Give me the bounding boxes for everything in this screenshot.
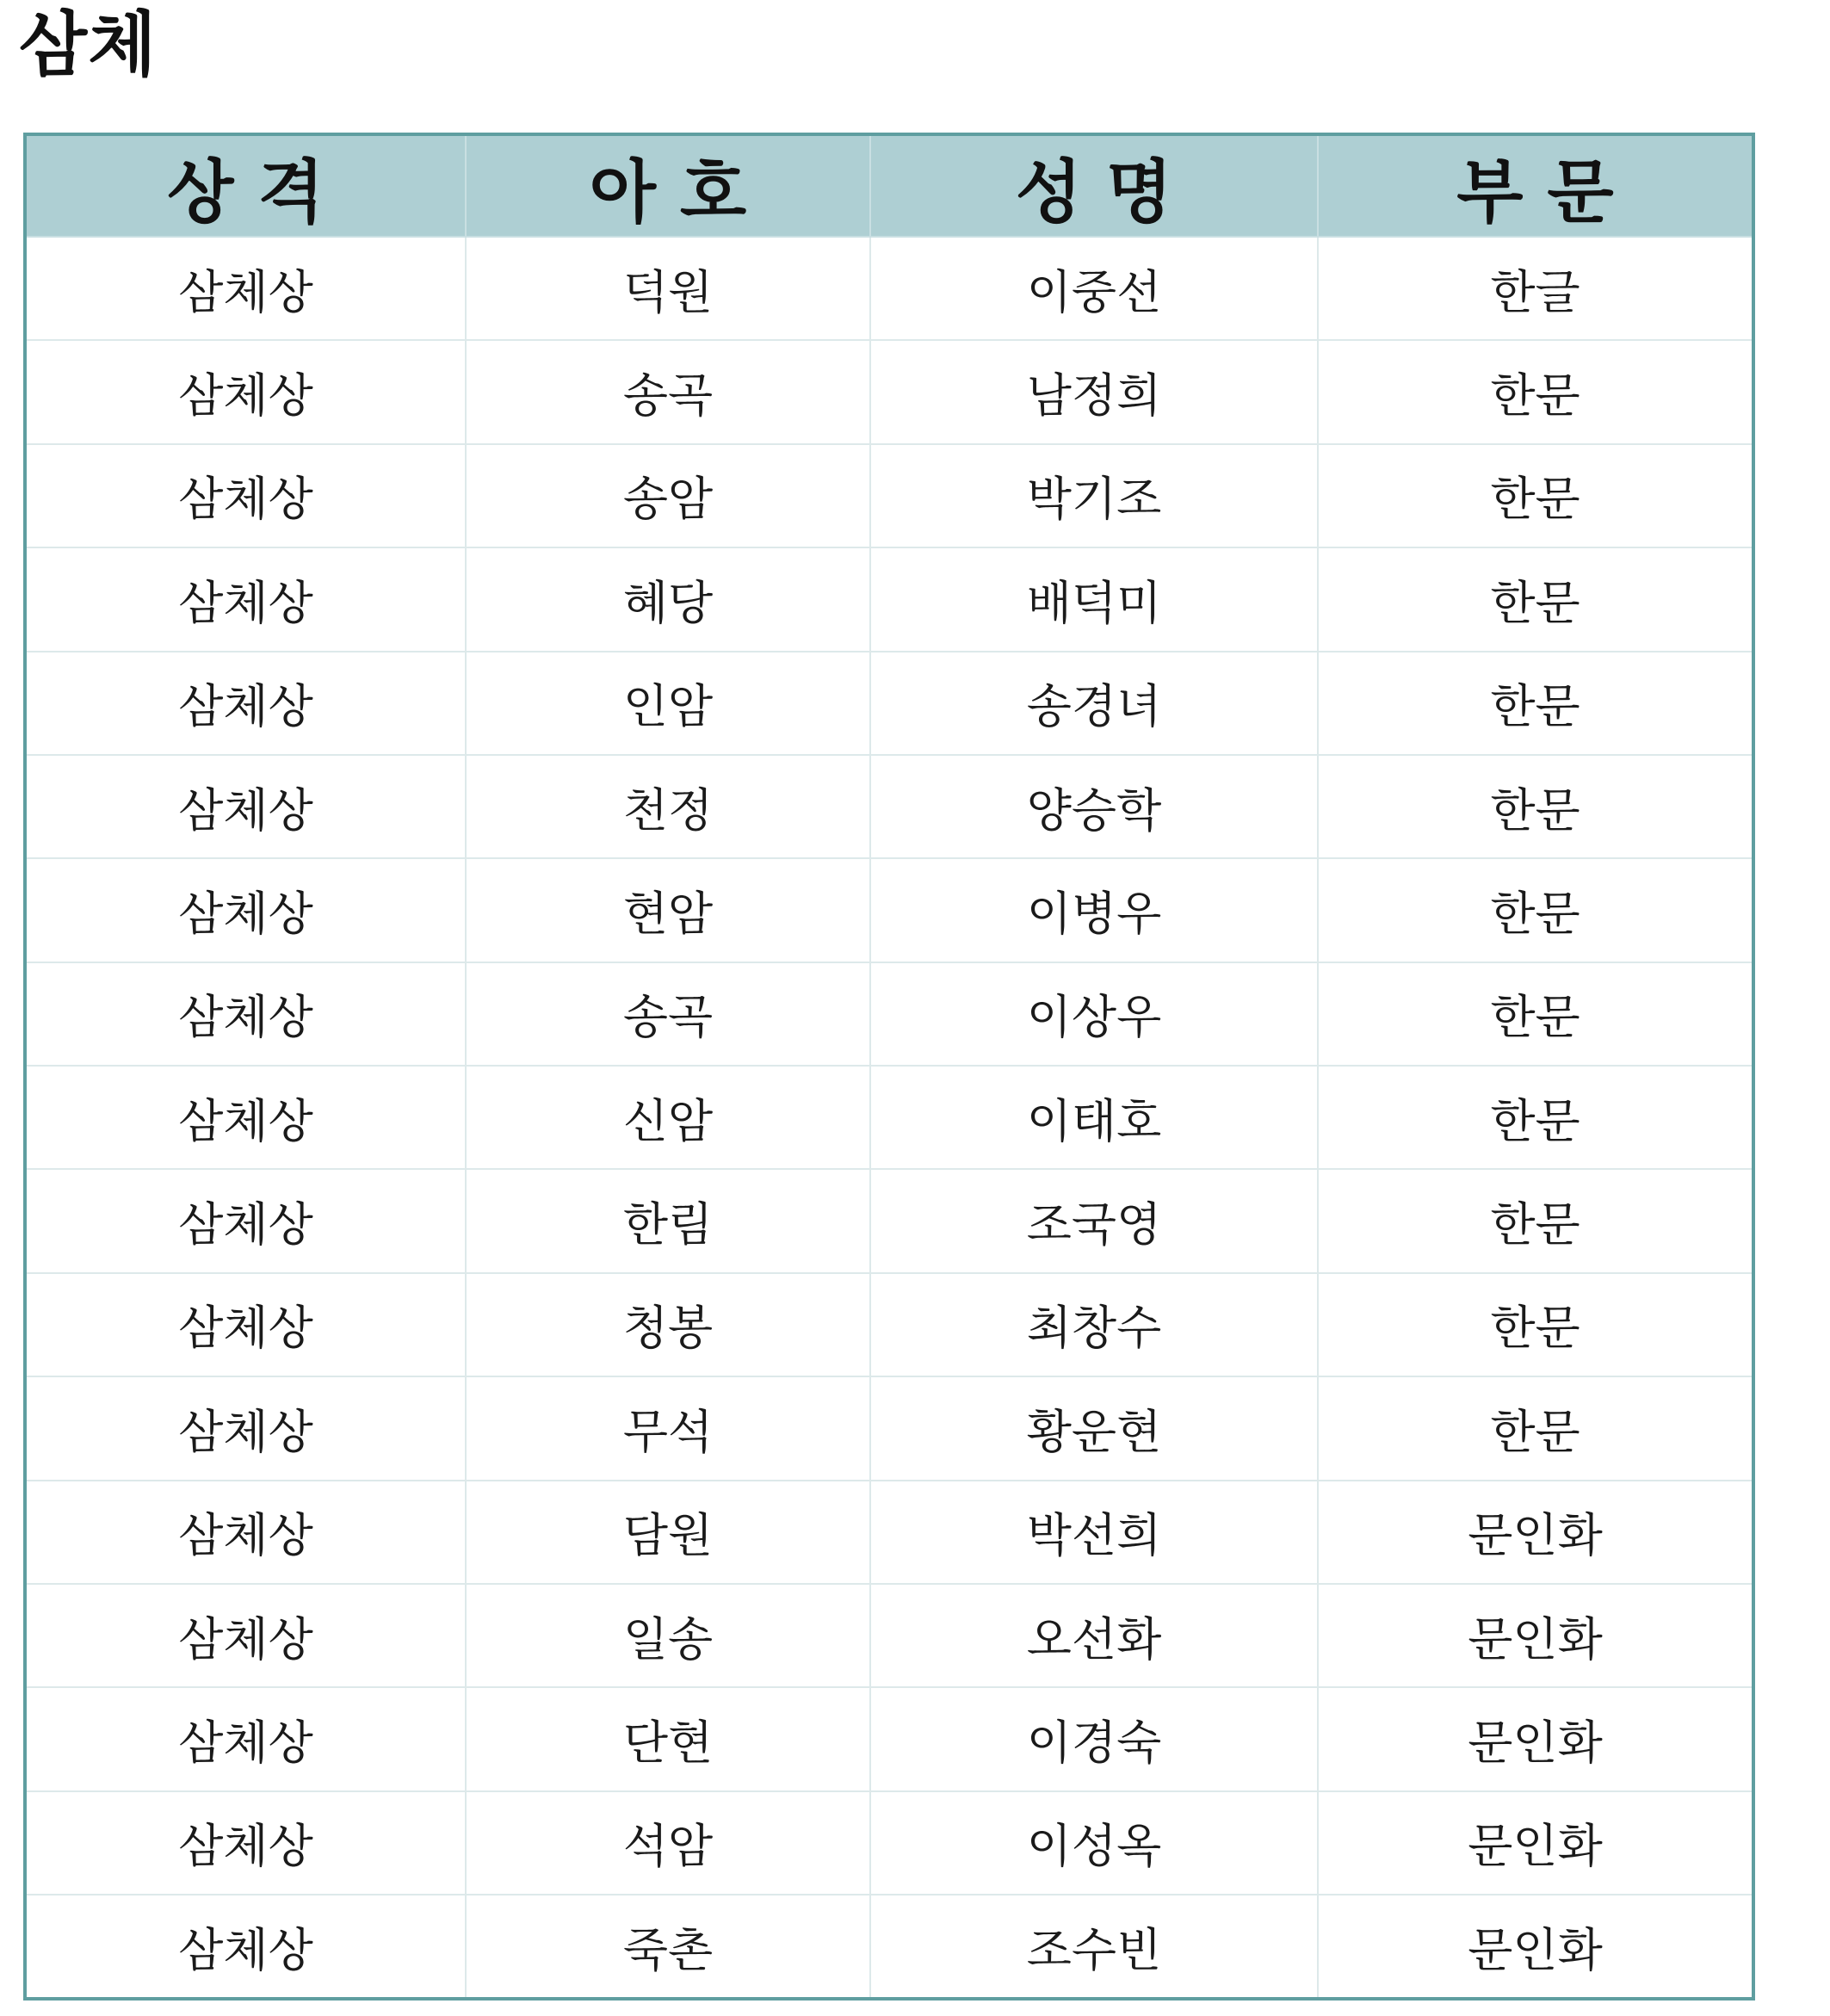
cell-award-grade: 삼체상 [27, 237, 466, 340]
table-row [27, 1066, 1752, 1169]
cell-full-name: 이성옥 [870, 1791, 1318, 1895]
table-row [27, 962, 1752, 1066]
table-row [27, 237, 1752, 340]
cell-full-name: 이중선 [870, 237, 1318, 340]
table-row [27, 1687, 1752, 1790]
cell-category: 한문 [1318, 1066, 1752, 1169]
cell-full-name: 박선희 [870, 1481, 1318, 1584]
cell-award-grade: 삼체상 [27, 1273, 466, 1376]
cell-award-grade: 삼체상 [27, 1895, 466, 1997]
cell-full-name: 송경녀 [870, 652, 1318, 755]
cell-award-grade: 삼체상 [27, 444, 466, 547]
cell-award-grade: 삼체상 [27, 340, 466, 443]
awards-table-grid [27, 136, 1752, 1997]
table-row [27, 1584, 1752, 1687]
table-row [27, 340, 1752, 443]
cell-full-name: 황운현 [870, 1376, 1318, 1480]
cell-category: 한문 [1318, 1169, 1752, 1272]
cell-category: 한문 [1318, 340, 1752, 443]
cell-full-name: 이태호 [870, 1066, 1318, 1169]
awards-table [23, 133, 1755, 2001]
cell-award-grade: 삼체상 [27, 1481, 466, 1584]
table-header-row [27, 136, 1752, 237]
cell-full-name: 박기조 [870, 444, 1318, 547]
cell-full-name: 조국영 [870, 1169, 1318, 1272]
cell-award-grade: 삼체상 [27, 547, 466, 651]
table-row [27, 1273, 1752, 1376]
cell-award-grade: 삼체상 [27, 755, 466, 858]
cell-category: 문인화 [1318, 1687, 1752, 1790]
table-row [27, 1169, 1752, 1272]
cell-category: 한문 [1318, 547, 1752, 651]
cell-full-name: 오선화 [870, 1584, 1318, 1687]
cell-pen-name: 현암 [466, 858, 870, 962]
cell-pen-name: 인암 [466, 652, 870, 755]
cell-full-name: 양승학 [870, 755, 1318, 858]
table-row [27, 1895, 1752, 1997]
table-row [27, 755, 1752, 858]
cell-category: 문인화 [1318, 1584, 1752, 1687]
table-row [27, 547, 1752, 651]
header-full-name: 성 명 [870, 136, 1318, 237]
cell-full-name: 이상우 [870, 962, 1318, 1066]
table-row [27, 444, 1752, 547]
cell-full-name: 이경숙 [870, 1687, 1318, 1790]
cell-pen-name: 무석 [466, 1376, 870, 1480]
cell-full-name: 배덕미 [870, 547, 1318, 651]
table-row [27, 858, 1752, 962]
cell-pen-name: 송암 [466, 444, 870, 547]
cell-full-name: 최창수 [870, 1273, 1318, 1376]
cell-award-grade: 삼체상 [27, 1687, 466, 1790]
table-row [27, 1376, 1752, 1480]
cell-award-grade: 삼체상 [27, 1791, 466, 1895]
cell-pen-name: 천정 [466, 755, 870, 858]
table-body [27, 237, 1752, 1997]
cell-pen-name: 청봉 [466, 1273, 870, 1376]
cell-full-name: 이병우 [870, 858, 1318, 962]
cell-category: 한문 [1318, 755, 1752, 858]
page-title: 삼체 [19, 4, 158, 86]
cell-category: 한문 [1318, 1273, 1752, 1376]
cell-pen-name: 죽촌 [466, 1895, 870, 1997]
cell-pen-name: 일송 [466, 1584, 870, 1687]
cell-category: 한문 [1318, 1376, 1752, 1480]
cell-category: 한문 [1318, 962, 1752, 1066]
table-row [27, 652, 1752, 755]
cell-category: 문인화 [1318, 1481, 1752, 1584]
table-row [27, 1791, 1752, 1895]
cell-category: 한문 [1318, 652, 1752, 755]
cell-category: 문인화 [1318, 1791, 1752, 1895]
cell-award-grade: 삼체상 [27, 1169, 466, 1272]
cell-award-grade: 삼체상 [27, 652, 466, 755]
cell-full-name: 조수빈 [870, 1895, 1318, 1997]
cell-pen-name: 석암 [466, 1791, 870, 1895]
cell-pen-name: 신암 [466, 1066, 870, 1169]
cell-category: 문인화 [1468, 1922, 1603, 1977]
cell-category: 한문 [1318, 444, 1752, 547]
cell-pen-name: 송곡 [466, 340, 870, 443]
cell-pen-name: 담원 [466, 1481, 870, 1584]
header-award-grade: 상 격 [27, 136, 466, 237]
cell-full-name: 남정희 [870, 340, 1318, 443]
header-pen-name: 아 호 [466, 136, 870, 237]
cell-pen-name: 송곡 [466, 962, 870, 1066]
cell-award-grade: 삼체상 [27, 1376, 466, 1480]
cell-award-grade: 삼체상 [27, 1066, 466, 1169]
cell-pen-name: 덕원 [466, 237, 870, 340]
cell-category: 한문 [1318, 858, 1752, 962]
table-row [27, 1481, 1752, 1584]
cell-award-grade: 삼체상 [27, 858, 466, 962]
cell-pen-name: 단현 [466, 1687, 870, 1790]
cell-pen-name: 한림 [466, 1169, 870, 1272]
cell-category: 한글 [1318, 237, 1752, 340]
header-category: 부 문 [1318, 136, 1752, 237]
cell-award-grade: 삼체상 [27, 962, 466, 1066]
cell-award-grade: 삼체상 [27, 1584, 466, 1687]
cell-pen-name: 혜당 [466, 547, 870, 651]
